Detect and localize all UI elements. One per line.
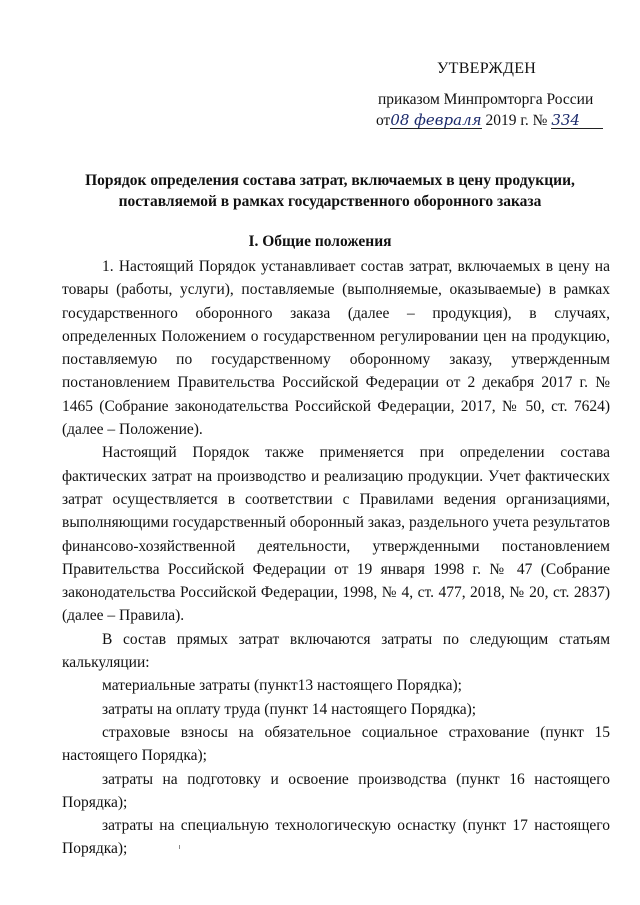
approval-order-line: приказом Минпромторга России — [378, 91, 594, 108]
approval-date-line — [376, 112, 603, 130]
list-item: страховые взносы на обязательное социальное страхование (пункт 15 настоящего Порядка); — [62, 723, 610, 765]
document-title — [70, 170, 590, 212]
list-item: материальные затраты (пункт13 настоящего Порядка); — [102, 677, 462, 695]
date-prefix: от — [376, 112, 391, 129]
document-title-line-1: Порядок определения состава затрат, включаемых в цену продукции, — [85, 172, 575, 189]
list-item: затраты на специальную технологическую оснастку (пункт 17 настоящего Порядка); — [62, 817, 610, 858]
year-text: 2019 г. № — [485, 112, 548, 129]
scan-mark — [179, 845, 180, 849]
document-body — [62, 255, 610, 861]
list-item: затраты на оплату труда (пункт 14 настоящего Порядка); — [102, 700, 477, 718]
section-heading: I. Общие положения — [248, 233, 392, 250]
handwritten-date: 08 февраля — [390, 111, 482, 129]
document-title-line-2: поставляемой в рамках государственного оборонного заказа — [118, 193, 542, 210]
handwritten-number: 334 — [551, 112, 603, 129]
paragraph: Настоящий Порядок также применяется при определении состава фактических затрат на производство и реализацию продукции. Учет фактических затрат осуществляется в соответствии с Правилами ведения организациями, выполняющими государственный оборонный заказ, раздельного учета результатов финансово-хозяйственной деятельности, утвержденными постановлением Правительства Российской Федерации от 19 января 1998 г. № 47 (Собрание законодательства Российской Федерации, 1998, № 4, ст. 477, 2018, № 20, ст. 2837) (далее – Правила). — [62, 444, 610, 625]
paragraph: В состав прямых затрат включаются затраты по следующим статьям калькуляции: — [62, 630, 610, 672]
approval-stamp-title: УТВЕРЖДЕН — [437, 60, 537, 77]
list-item: затраты на подготовку и освоение производства (пункт 16 настоящего Порядка); — [62, 770, 610, 811]
paragraph: 1. Настоящий Порядок устанавливает состав затрат, включаемых в цену на товары (работы, услуги), поставляемые (выполняемые, оказываемые) в рамках государственного оборонного заказа (далее – продукция), в случаях, определенных Положением о государственном регулировании цен на продукцию, поставляемую по государственному оборонному заказу, утвержденным постановлением Правительства Российской Федерации от 2 декабря 2017 г. № 1465 (Собрание законодательства Российской Федерации, 2017, № 50, ст. 7624) (далее – Положение). — [62, 258, 610, 439]
